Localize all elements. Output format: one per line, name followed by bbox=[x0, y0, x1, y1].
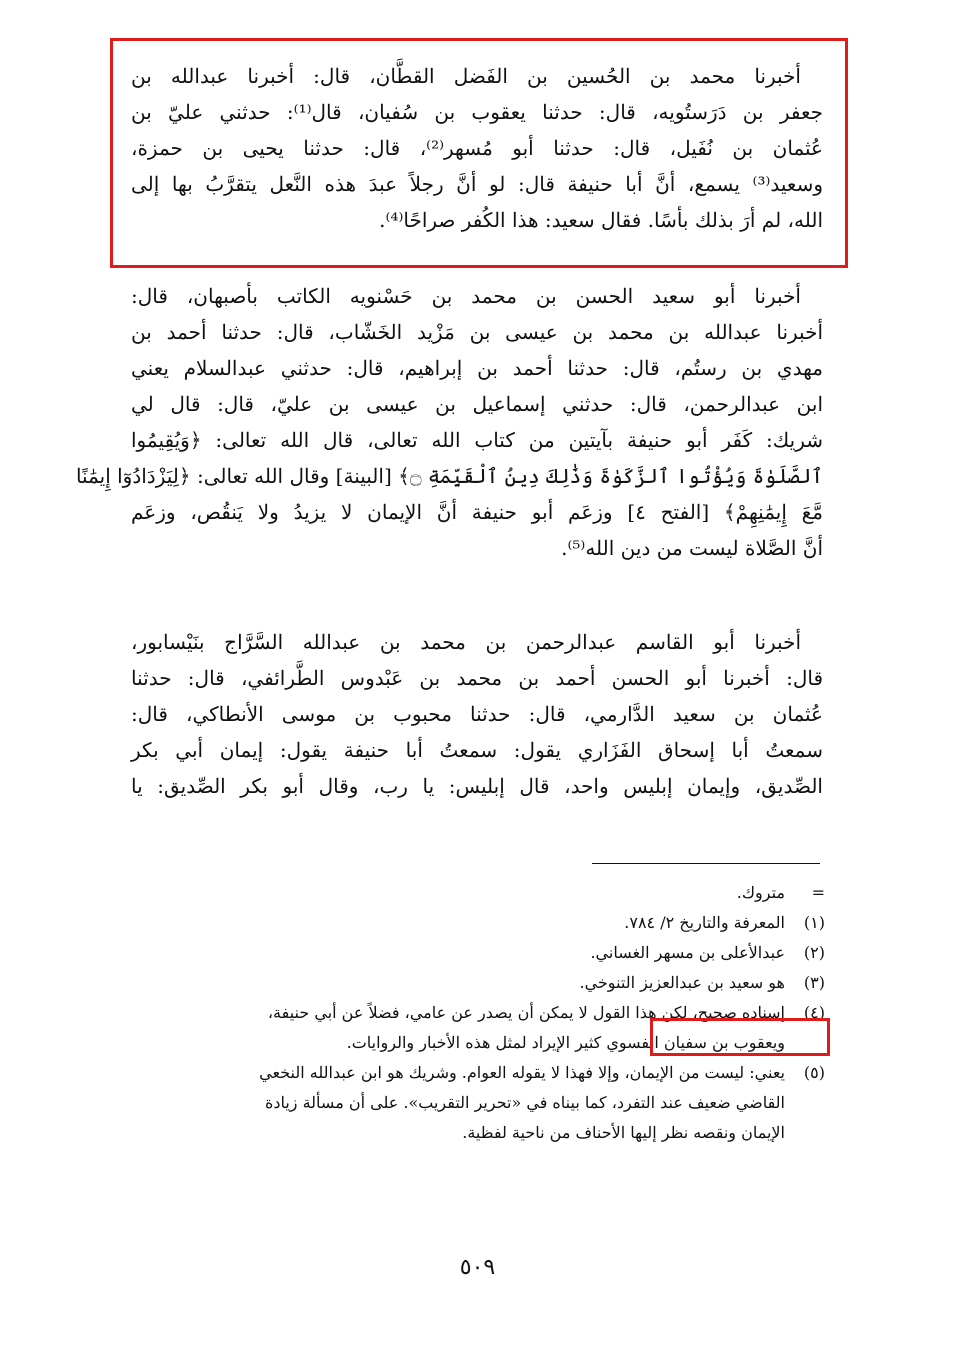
paragraph-line: أخبرنا محمد بن الحُسين بن الفَضل القطَّان، قال: أخبرنا عبدالله بن bbox=[131, 64, 801, 88]
footnote-continuation bbox=[125, 878, 825, 908]
paragraph-line: عُثمان بن سعيد الدَّارمي، قال: حدثنا محبوب بن موسى الأنطاكي، قال: bbox=[131, 702, 823, 726]
paragraph-line: أخبرنا أبو سعيد الحسن بن محمد بن حَسْنويه الكاتب بأصبهان، قال: bbox=[131, 284, 801, 308]
footnote-separator bbox=[592, 863, 820, 864]
footnote-text: يعني: ليست من الإيمان، وإلا فهذا لا يقوله العوام. وشريك هو ابن عبدالله النخعي bbox=[259, 1063, 785, 1082]
paragraph-line: جعفر بن دَرَستُويه، قال: حدثنا يعقوب بن سُفيان، قال⁽¹⁾: حدثني عليّ بن bbox=[131, 100, 823, 124]
footnote-2 bbox=[125, 938, 825, 968]
paragraph-2 bbox=[75, 278, 823, 566]
paragraph-line: أخبرنا عبدالله بن محمد بن عيسى بن مَزْيد الخَشّاب، قال: حدثنا أحمد بن bbox=[131, 320, 823, 344]
page-number: ٥٠٩ bbox=[459, 1255, 496, 1280]
footnote-number: (١) bbox=[803, 913, 825, 932]
footnote-text: المعرفة والتاريخ ٢/ ٧٨٤. bbox=[624, 913, 785, 932]
footnote-text: ويعقوب بن سفيان الفسوي كثير الإيراد لمثل هذه الأخبار والروايات. bbox=[346, 1033, 785, 1052]
footnote-5 bbox=[125, 1058, 825, 1148]
paragraph-line: شريك: كَفَر أبو حنيفة بآيتين من كتاب الله تعالى، قال الله تعالى: ﴿وَيُقِيمُوا bbox=[131, 428, 823, 452]
paragraph-line: الله، لم أرَ بذلك بأسًا. فقال سعيد: هذا الكُفر صراحًا⁽⁴⁾. bbox=[379, 208, 823, 232]
paragraph-3 bbox=[131, 624, 823, 804]
paragraph-line: الصِّديق، وإيمان إبليس واحد، قال إبليس: يا رب، وقال أبو بكر الصِّديق: يا bbox=[131, 774, 823, 798]
footnote-number: (٢) bbox=[803, 943, 825, 962]
footnote-text: إسناده صحيح، لكن هذا القول لا يمكن أن يصدر عن عامي، فضلاً عن أبي حنيفة، bbox=[267, 1003, 785, 1022]
footnote-text: متروك. bbox=[736, 883, 785, 902]
footnote-number: (٤) bbox=[803, 1003, 825, 1022]
paragraph-line: وسعيد⁽³⁾ يسمع، أنَّ أبا حنيفة قال: لو أنَّ رجلاً عبدَ هذه النَّعل يتقرَّبُ بها إلى bbox=[131, 172, 823, 196]
paragraph-line: ابن عبدالرحمن، قال: حدثني إسماعيل بن عيسى بن عليّ، قال: قال لي bbox=[131, 392, 823, 416]
paragraph-line: قال: أخبرنا أبو الحسن أحمد بن محمد بن عَبْدوس الطَّرائفي، قال: حدثنا bbox=[131, 666, 823, 690]
paragraph-line: أخبرنا أبو القاسم عبدالرحمن بن محمد بن عبدالله السَّرَّاج بنَيْسابور، bbox=[131, 630, 802, 654]
footnote-text: القاضي ضعيف عند التفرد، كما بيناه في «تحرير التقريب». على أن مسألة زيادة bbox=[264, 1093, 785, 1112]
highlight-box-footnote bbox=[650, 1018, 830, 1056]
footnote-text: الإيمان ونقصه نظر إليها الأحناف من ناحية لفظية. bbox=[462, 1123, 785, 1142]
footnote-text: عبدالأعلى بن مسهر الغساني. bbox=[590, 943, 785, 962]
paragraph-line: أنَّ الصَّلاة ليست من دين الله⁽⁵⁾. bbox=[561, 536, 823, 560]
footnote-3 bbox=[125, 968, 825, 998]
footnote-number: (٣) bbox=[803, 973, 825, 992]
footnote-1 bbox=[125, 908, 825, 938]
paragraph-1 bbox=[131, 58, 823, 238]
footnote-number: (٥) bbox=[803, 1063, 825, 1082]
footnotes bbox=[125, 878, 825, 1148]
footnote-marker: = bbox=[811, 883, 825, 902]
paragraph-line: سمعتُ أبا إسحاق الفَزَاري يقول: سمعتُ أبا حنيفة يقول: إيمان أبي بكر bbox=[131, 738, 823, 762]
paragraph-line: مهدي بن رستُم، قال: حدثنا أحمد بن إبراهيم، قال: حدثني عبدالسلام يعني bbox=[131, 356, 823, 380]
paragraph-line: عُثمان بن نُفَيل، قال: حدثنا أبو مُسهر⁽²⁾، قال: حدثنا يحيى بن حمزة، bbox=[131, 136, 823, 160]
footnote-text: هو سعيد بن عبدالعزيز التنوخي. bbox=[579, 973, 785, 992]
paragraph-line: مَّعَ إِيمَٰنِهِمْ﴾ [الفتح ٤] وزعَم أبو حنيفة أنَّ الإيمان لا يزيدُ ولا يَنقُص، وزعَم bbox=[131, 500, 823, 524]
paragraph-line: ٱلصَّلَوٰةَ وَيُؤْتُوا ٱلزَّكَوٰةَ وَذَٰلِكَ دِينُ ٱلْقَيِّمَةِ ۝﴾ [البينة] وقال الله تعالى: ﴿لِيَزْدَادُوٓا إِيمَٰنًا bbox=[75, 464, 823, 488]
